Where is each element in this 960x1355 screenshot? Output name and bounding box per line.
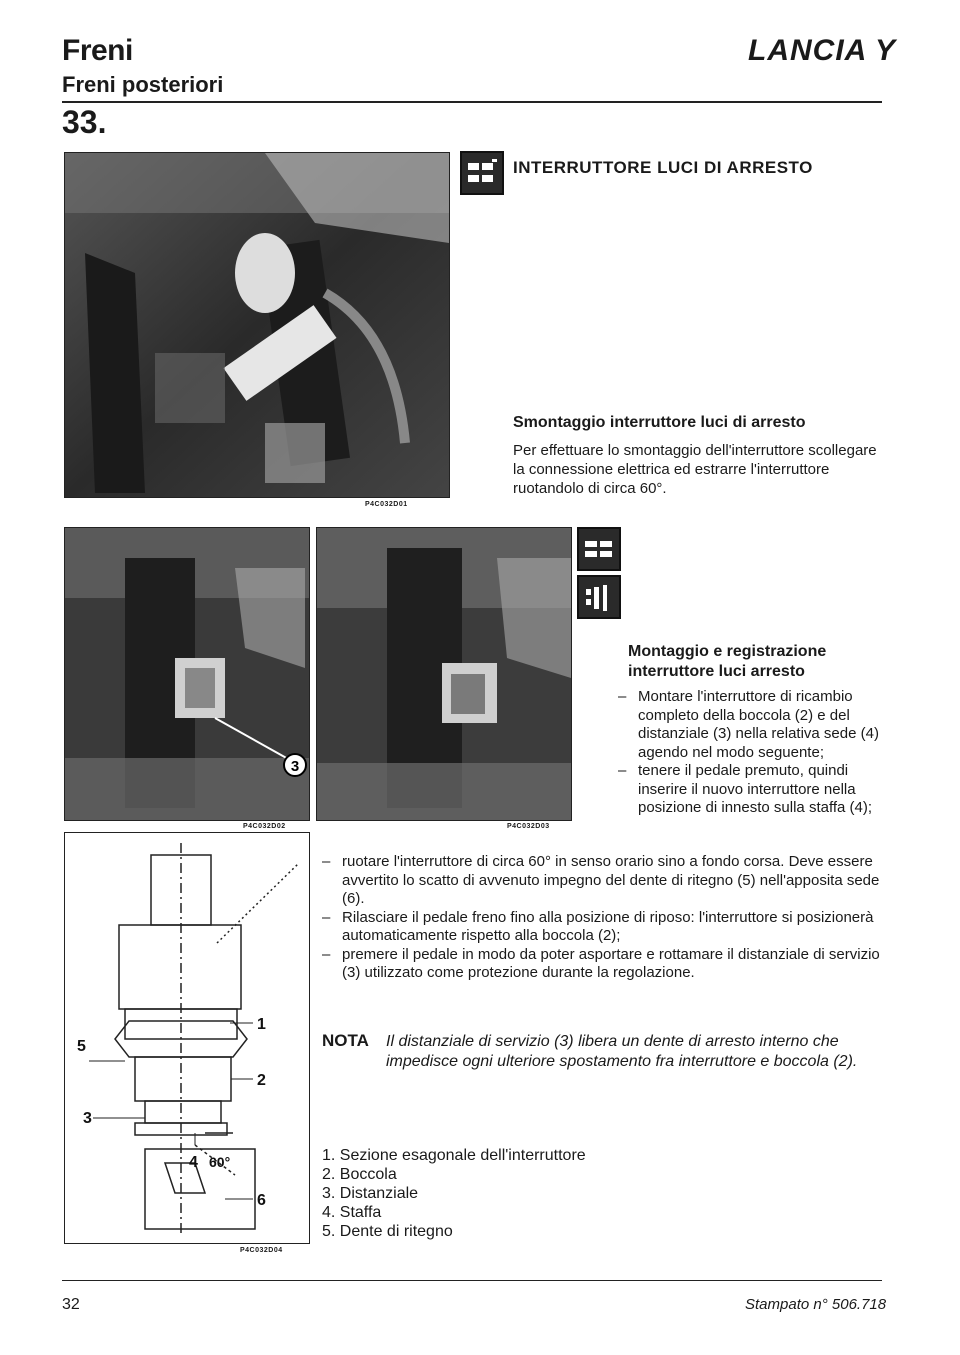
adjustment-procedure-icon [577, 575, 621, 619]
note-label: NOTA [322, 1031, 369, 1050]
legend-item: 3. Distanziale [322, 1185, 419, 1202]
page-number: 32 [62, 1296, 80, 1313]
switch-cross-section-diagram [64, 832, 310, 1244]
install-subtitle: Montaggio e registrazione interruttore luci arresto [628, 643, 827, 680]
photo-switch-spacer [64, 527, 310, 821]
angle-label: 60° [209, 1154, 231, 1170]
diagram-label: 1 [257, 1016, 266, 1033]
header-rule [62, 101, 882, 103]
model-name: LANCIA Y [748, 34, 897, 67]
figure-code: P4C032D01 [365, 501, 408, 508]
install-steps-narrow [618, 688, 890, 818]
photo-switch-removal [64, 152, 450, 498]
photo-switch-installed [316, 527, 572, 821]
section-title: Freni [62, 34, 133, 67]
install-step: – premere il pedale in modo da poter asportare e rottamare il distanziale di servizio (3) utilizzato come protezione durante la regolazione. [322, 945, 880, 981]
legend-item: 1. Sezione esagonale dell'interruttore [322, 1147, 586, 1164]
diagram-label: 3 [83, 1110, 92, 1127]
removal-subtitle: Smontaggio interruttore luci di arresto [513, 414, 806, 431]
diagram-label: 5 [77, 1038, 86, 1055]
subsection-title: Freni posteriori [62, 72, 224, 97]
removal-procedure-icon-graphic [462, 153, 502, 193]
install-step: – Rilasciare il pedale freno fino alla posizione di riposo: l'interruttore si posizionerà automaticamente rispetto alla boccola (2); [322, 908, 874, 944]
switch-cross-section-graphic [65, 833, 309, 1243]
legend-list [322, 1146, 586, 1241]
figure-code: P4C032D02 [243, 823, 286, 830]
removal-procedure-icon [460, 151, 504, 195]
removal-text: Per effettuare lo smontaggio dell'interruttore scollegare la connessione elettrica ed estrarre l'interruttore ruotandolo di circa 60°. [513, 442, 877, 497]
diagram-label: 4 [189, 1154, 198, 1171]
photo-switch-removal-graphic [65, 153, 449, 497]
diagram-label: 2 [257, 1072, 266, 1089]
install-step: – tenere il pedale premuto, quindi inserire il nuovo interruttore nella posizione di innesto sulla staffa (4); [618, 762, 873, 816]
install-step: – ruotare l'interruttore di circa 60° in senso orario sino a fondo corsa. Deve essere avvertito lo scatto di avvenuto impegno del dente di ritegno (5) nell'apposita sede (6). [322, 853, 880, 907]
footer-rule [62, 1280, 882, 1281]
photo-switch-installed-graphic [317, 528, 571, 820]
install-procedure-icon [577, 527, 621, 571]
section-heading: INTERRUTTORE LUCI DI ARRESTO [513, 158, 813, 177]
diagram-label: 6 [257, 1192, 266, 1209]
note-text: Il distanziale di servizio (3) libera un dente di arresto interno che impedisce ogni ulteriore spostamento fra interruttore e boccola (2). [386, 1033, 858, 1070]
install-steps-wide [322, 853, 892, 983]
install-procedure-icon-graphic [579, 529, 619, 569]
photo-switch-spacer-graphic [65, 528, 309, 820]
figure-code: P4C032D03 [507, 823, 550, 830]
legend-item: 5. Dente di ritegno [322, 1223, 453, 1240]
legend-item: 4. Staffa [322, 1204, 382, 1221]
callout-number: 3 [290, 758, 300, 775]
print-reference: Stampato n° 506.718 [745, 1296, 887, 1313]
legend-item: 2. Boccola [322, 1166, 397, 1183]
page-number-heading: 33. [62, 104, 107, 140]
figure-code: P4C032D04 [240, 1247, 283, 1254]
adjustment-procedure-icon-graphic [579, 577, 619, 617]
install-step: – Montare l'interruttore di ricambio completo della boccola (2) e del distanziale (3) nella relativa sede (4) agendo nel modo seguente; [618, 688, 879, 761]
